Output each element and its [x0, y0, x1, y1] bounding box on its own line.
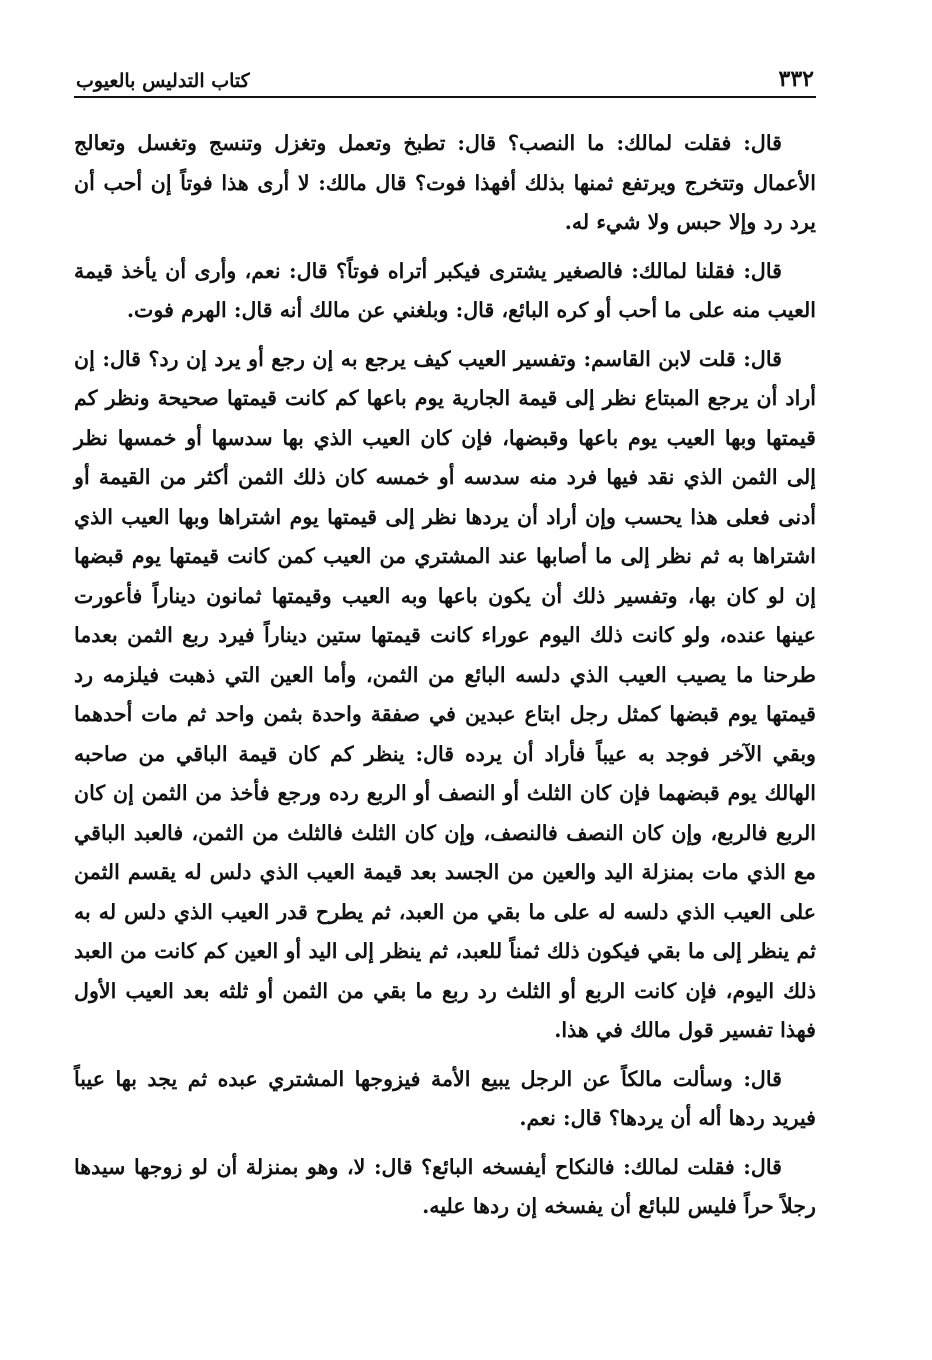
page-number: ٣٣٢	[778, 66, 814, 92]
paragraph-nasb: قال: فقلت لمالك: ما النصب؟ قال: تطبخ وتعمل وتغزل وتنسج وتغسل وتعالج الأعمال وتتخرج ويرتفع ثمنها بذلك أفهذا فوت؟ قال مالك: لا أرى هذا فوتاً إن أحب أن يرد رد وإلا حبس ولا شيء له.	[74, 131, 816, 234]
paragraph-saghir: قال: فقلنا لمالك: فالصغير يشترى فيكبر أتراه فوتاً؟ قال: نعم، وأرى أن يأخذ قيمة العيب منه على ما أحب أو كره البائع، قال: وبلغني عن مالك أنه قال: الهرم فوت.	[74, 258, 816, 322]
book-title: كتاب التدليس بالعيوب	[76, 70, 250, 92]
book-page	[74, 66, 816, 1326]
paragraph-amah-zawaj: قال: وسألت مالكاً عن الرجل يبيع الأمة فيزوجها المشتري عبده ثم يجد بها عيباً فيريد ردها أله أن يردها؟ قال: نعم.	[74, 1066, 816, 1130]
page-body	[74, 124, 816, 1227]
running-header	[74, 66, 816, 98]
paragraph-tafsir-al-ayb: قال: قلت لابن القاسم: وتفسير العيب كيف يرجع به إن رجع أو يرد إن رد؟ قال: إن أراد أن يرجع المبتاع نظر إلى قيمة الجارية يوم باعها كم كانت قيمتها صحيحة ونظر كم قيمتها وبها العيب يوم باعها وقبضها، فإن كان العيب الذي بها سدسها أو خمسها نظر إلى الثمن الذي نقد فيها فرد منه سدسه أو خمسه كان ذلك الثمن أكثر من القيمة أو أدنى فعلى هذا يحسب وإن أراد أن يردها نظر إلى قيمتها يوم اشتراها وبها العيب الذي اشتراها به ثم نظر إلى ما أصابها عند المشتري من العيب كمن كانت قيمتها يوم قبضها إن لو كان بها، وتفسير ذلك أن يكون باعها وبه العيب وقيمتها ثمانون ديناراً فأعورت عينها عنده، ولو كانت ذلك اليوم عوراء كانت قيمتها ستين ديناراً فيرد ربع الثمن بعدما طرحنا ما يصيب العيب الذي دلسه البائع من الثمن، وأما العين التي ذهبت فيلزمه رد قيمتها يوم قبضها كمثل رجل ابتاع عبدين في صفقة واحدة بثمن واحد ثم مات أحدهما وبقي الآخر فوجد به عيباً فأراد أن يرده قال: ينظر كم كان قيمة الباقي من صاحبه الهالك يوم قبضهما فإن كان الثلث أو النصف أو الربع رده ورجع فأخذ من الثمن إن كان الربع فالربع، وإن كان النصف فالنصف، وإن كان الثلث فالثلث من الثمن، فالعبد الباقي مع الذي مات بمنزلة اليد والعين من الجسد بعد قيمة العيب الذي دلس له يقسم الثمن على العيب الذي دلسه له على ما بقي من العبد، ثم يطرح قدر العيب الذي دلس له به ثم ينظر إلى ما بقي فيكون ذلك ثمناً للعبد، ثم ينظر إلى اليد أو العين كم كانت من العبد ذلك اليوم، فإن كانت الربع أو الثلث رد ربع ما بقي من الثمن أو ثلثه بعد العيب الأول فهذا تفسير قول مالك في هذا.	[74, 346, 816, 1042]
paragraph-nikah-faskh: قال: فقلت لمالك: فالنكاح أيفسخه البائع؟ قال: لا، وهو بمنزلة أن لو زوجها سيدها رجلاً حراً فليس للبائع أن يفسخه إن ردها عليه.	[74, 1154, 816, 1218]
